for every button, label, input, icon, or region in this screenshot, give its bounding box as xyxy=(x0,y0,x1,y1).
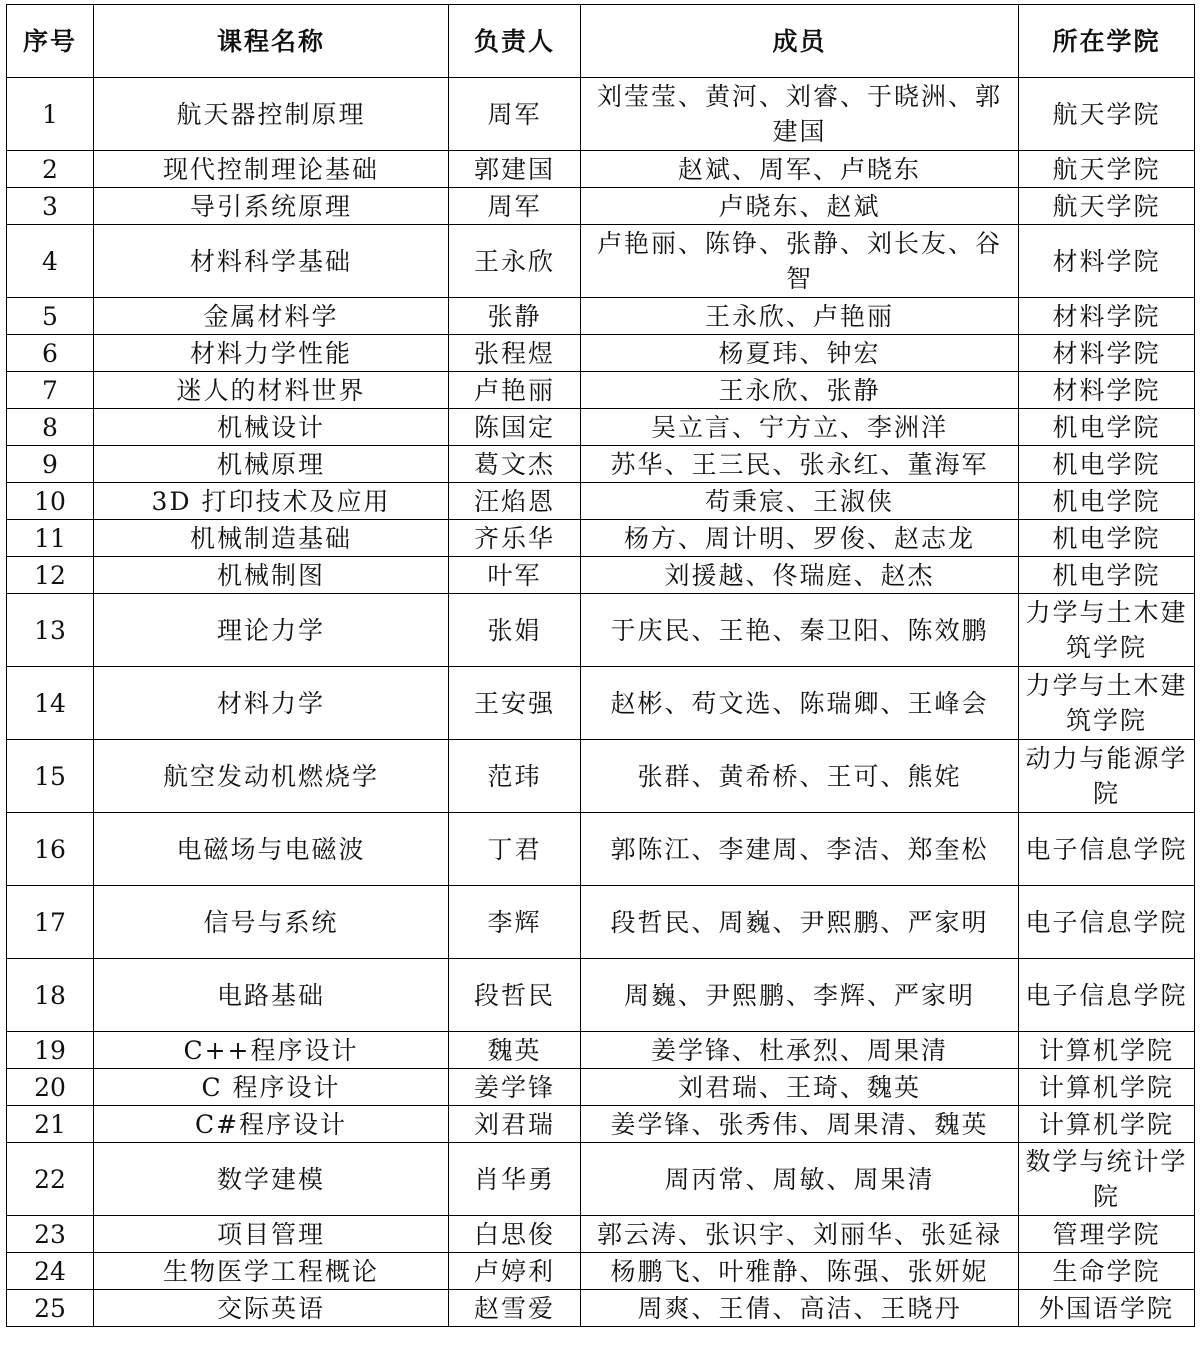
cell-leader: 丁君 xyxy=(449,813,581,886)
cell-course: 项目管理 xyxy=(94,1216,449,1253)
cell-course: 机械设计 xyxy=(94,409,449,446)
cell-index: 25 xyxy=(7,1290,94,1327)
cell-leader: 卢婷利 xyxy=(449,1253,581,1290)
cell-members: 郭陈江、李建周、李洁、郑奎松 xyxy=(581,813,1019,886)
cell-index: 14 xyxy=(7,667,94,740)
table-row xyxy=(7,740,1195,813)
cell-leader: 周军 xyxy=(449,188,581,225)
cell-members: 刘君瑞、王琦、魏英 xyxy=(581,1069,1019,1106)
cell-members: 苟秉宸、王淑侠 xyxy=(581,483,1019,520)
cell-college: 电子信息学院 xyxy=(1019,886,1195,959)
cell-index: 8 xyxy=(7,409,94,446)
cell-course: 迷人的材料世界 xyxy=(94,372,449,409)
cell-course: 材料力学 xyxy=(94,667,449,740)
cell-index: 5 xyxy=(7,298,94,335)
cell-leader: 张程煜 xyxy=(449,335,581,372)
table-header xyxy=(7,5,1195,78)
cell-college: 航天学院 xyxy=(1019,188,1195,225)
cell-college: 计算机学院 xyxy=(1019,1106,1195,1143)
cell-index: 24 xyxy=(7,1253,94,1290)
table-row xyxy=(7,1216,1195,1253)
cell-course: 电路基础 xyxy=(94,959,449,1032)
cell-index: 20 xyxy=(7,1069,94,1106)
table-row xyxy=(7,1253,1195,1290)
cell-members: 姜学锋、杜承烈、周果清 xyxy=(581,1032,1019,1069)
table-row xyxy=(7,1143,1195,1216)
cell-members: 卢晓东、赵斌 xyxy=(581,188,1019,225)
cell-course: C#程序设计 xyxy=(94,1106,449,1143)
table-row xyxy=(7,298,1195,335)
cell-leader: 白思俊 xyxy=(449,1216,581,1253)
cell-college: 机电学院 xyxy=(1019,446,1195,483)
cell-leader: 赵雪爱 xyxy=(449,1290,581,1327)
table-row xyxy=(7,335,1195,372)
cell-index: 15 xyxy=(7,740,94,813)
cell-index: 19 xyxy=(7,1032,94,1069)
cell-college: 材料学院 xyxy=(1019,225,1195,298)
table-row xyxy=(7,1032,1195,1069)
table-row xyxy=(7,813,1195,886)
cell-index: 21 xyxy=(7,1106,94,1143)
table-row xyxy=(7,1069,1195,1106)
table-row xyxy=(7,409,1195,446)
cell-course: 现代控制理论基础 xyxy=(94,151,449,188)
cell-members: 王永欣、卢艳丽 xyxy=(581,298,1019,335)
cell-index: 11 xyxy=(7,520,94,557)
cell-index: 22 xyxy=(7,1143,94,1216)
cell-members: 杨方、周计明、罗俊、赵志龙 xyxy=(581,520,1019,557)
table-row xyxy=(7,78,1195,151)
cell-index: 4 xyxy=(7,225,94,298)
cell-college: 计算机学院 xyxy=(1019,1032,1195,1069)
cell-course: 机械原理 xyxy=(94,446,449,483)
cell-college: 材料学院 xyxy=(1019,335,1195,372)
cell-college: 机电学院 xyxy=(1019,483,1195,520)
header-course: 课程名称 xyxy=(94,5,449,78)
cell-leader: 姜学锋 xyxy=(449,1069,581,1106)
cell-course: 金属材料学 xyxy=(94,298,449,335)
cell-course: 材料力学性能 xyxy=(94,335,449,372)
cell-college: 材料学院 xyxy=(1019,298,1195,335)
cell-index: 1 xyxy=(7,78,94,151)
cell-members: 张群、黄希桥、王可、熊姹 xyxy=(581,740,1019,813)
cell-course: 机械制图 xyxy=(94,557,449,594)
cell-college: 材料学院 xyxy=(1019,372,1195,409)
table-row xyxy=(7,557,1195,594)
cell-leader: 郭建国 xyxy=(449,151,581,188)
cell-college: 外国语学院 xyxy=(1019,1290,1195,1327)
header-row xyxy=(7,5,1195,78)
cell-members: 段哲民、周巍、尹熙鹏、严家明 xyxy=(581,886,1019,959)
cell-college: 航天学院 xyxy=(1019,151,1195,188)
cell-college: 电子信息学院 xyxy=(1019,813,1195,886)
cell-college: 生命学院 xyxy=(1019,1253,1195,1290)
cell-college: 机电学院 xyxy=(1019,557,1195,594)
table-row xyxy=(7,225,1195,298)
cell-college: 计算机学院 xyxy=(1019,1069,1195,1106)
cell-members: 郭云涛、张识宇、刘丽华、张延禄 xyxy=(581,1216,1019,1253)
cell-members: 杨夏玮、钟宏 xyxy=(581,335,1019,372)
cell-leader: 李辉 xyxy=(449,886,581,959)
cell-leader: 张娟 xyxy=(449,594,581,667)
cell-leader: 周军 xyxy=(449,78,581,151)
cell-members: 周丙常、周敏、周果清 xyxy=(581,1143,1019,1216)
cell-members: 周巍、尹熙鹏、李辉、严家明 xyxy=(581,959,1019,1032)
cell-course: 航空发动机燃烧学 xyxy=(94,740,449,813)
cell-course: 交际英语 xyxy=(94,1290,449,1327)
table-row xyxy=(7,959,1195,1032)
table-row xyxy=(7,886,1195,959)
table-row xyxy=(7,188,1195,225)
cell-index: 10 xyxy=(7,483,94,520)
cell-index: 2 xyxy=(7,151,94,188)
cell-members: 卢艳丽、陈铮、张静、刘长友、谷智 xyxy=(581,225,1019,298)
table-row xyxy=(7,483,1195,520)
cell-index: 6 xyxy=(7,335,94,372)
cell-leader: 叶军 xyxy=(449,557,581,594)
cell-course: 理论力学 xyxy=(94,594,449,667)
cell-index: 16 xyxy=(7,813,94,886)
cell-members: 赵彬、苟文选、陈瑞卿、王峰会 xyxy=(581,667,1019,740)
cell-members: 于庆民、王艳、秦卫阳、陈效鹏 xyxy=(581,594,1019,667)
cell-members: 吴立言、宁方立、李洲洋 xyxy=(581,409,1019,446)
cell-course: 导引系统原理 xyxy=(94,188,449,225)
table-row xyxy=(7,372,1195,409)
cell-course: 生物医学工程概论 xyxy=(94,1253,449,1290)
cell-leader: 张静 xyxy=(449,298,581,335)
cell-index: 17 xyxy=(7,886,94,959)
cell-college: 机电学院 xyxy=(1019,409,1195,446)
table-row xyxy=(7,1106,1195,1143)
header-members: 成员 xyxy=(581,5,1019,78)
cell-members: 刘援越、佟瑞庭、赵杰 xyxy=(581,557,1019,594)
cell-college: 数学与统计学院 xyxy=(1019,1143,1195,1216)
header-college: 所在学院 xyxy=(1019,5,1195,78)
cell-index: 18 xyxy=(7,959,94,1032)
cell-index: 9 xyxy=(7,446,94,483)
cell-course: C 程序设计 xyxy=(94,1069,449,1106)
cell-leader: 刘君瑞 xyxy=(449,1106,581,1143)
cell-leader: 王安强 xyxy=(449,667,581,740)
cell-members: 赵斌、周军、卢晓东 xyxy=(581,151,1019,188)
cell-course: 信号与系统 xyxy=(94,886,449,959)
cell-leader: 齐乐华 xyxy=(449,520,581,557)
table-row xyxy=(7,667,1195,740)
cell-course: 材料科学基础 xyxy=(94,225,449,298)
cell-college: 机电学院 xyxy=(1019,520,1195,557)
cell-leader: 卢艳丽 xyxy=(449,372,581,409)
cell-members: 姜学锋、张秀伟、周果清、魏英 xyxy=(581,1106,1019,1143)
cell-leader: 段哲民 xyxy=(449,959,581,1032)
table-body xyxy=(7,78,1195,1327)
cell-course: 3D 打印技术及应用 xyxy=(94,483,449,520)
cell-members: 苏华、王三民、张永红、董海军 xyxy=(581,446,1019,483)
header-index: 序号 xyxy=(7,5,94,78)
cell-college: 航天学院 xyxy=(1019,78,1195,151)
cell-course: 电磁场与电磁波 xyxy=(94,813,449,886)
cell-college: 电子信息学院 xyxy=(1019,959,1195,1032)
cell-leader: 魏英 xyxy=(449,1032,581,1069)
cell-leader: 陈国定 xyxy=(449,409,581,446)
cell-index: 13 xyxy=(7,594,94,667)
cell-leader: 肖华勇 xyxy=(449,1143,581,1216)
cell-index: 7 xyxy=(7,372,94,409)
cell-index: 12 xyxy=(7,557,94,594)
cell-members: 王永欣、张静 xyxy=(581,372,1019,409)
cell-college: 力学与土木建筑学院 xyxy=(1019,667,1195,740)
table-row xyxy=(7,594,1195,667)
cell-course: C++程序设计 xyxy=(94,1032,449,1069)
cell-index: 23 xyxy=(7,1216,94,1253)
cell-course: 机械制造基础 xyxy=(94,520,449,557)
cell-members: 杨鹏飞、叶雅静、陈强、张妍妮 xyxy=(581,1253,1019,1290)
cell-leader: 范玮 xyxy=(449,740,581,813)
cell-course: 数学建模 xyxy=(94,1143,449,1216)
header-leader: 负责人 xyxy=(449,5,581,78)
table-row xyxy=(7,1290,1195,1327)
cell-members: 周爽、王倩、高洁、王晓丹 xyxy=(581,1290,1019,1327)
cell-leader: 汪焰恩 xyxy=(449,483,581,520)
table-row xyxy=(7,520,1195,557)
cell-college: 动力与能源学院 xyxy=(1019,740,1195,813)
table-row xyxy=(7,151,1195,188)
cell-leader: 葛文杰 xyxy=(449,446,581,483)
cell-index: 3 xyxy=(7,188,94,225)
cell-course: 航天器控制原理 xyxy=(94,78,449,151)
cell-college: 管理学院 xyxy=(1019,1216,1195,1253)
table-row xyxy=(7,446,1195,483)
course-table xyxy=(6,4,1195,1327)
cell-college: 力学与土木建筑学院 xyxy=(1019,594,1195,667)
cell-leader: 王永欣 xyxy=(449,225,581,298)
cell-members: 刘莹莹、黄河、刘睿、于晓洲、郭建国 xyxy=(581,78,1019,151)
